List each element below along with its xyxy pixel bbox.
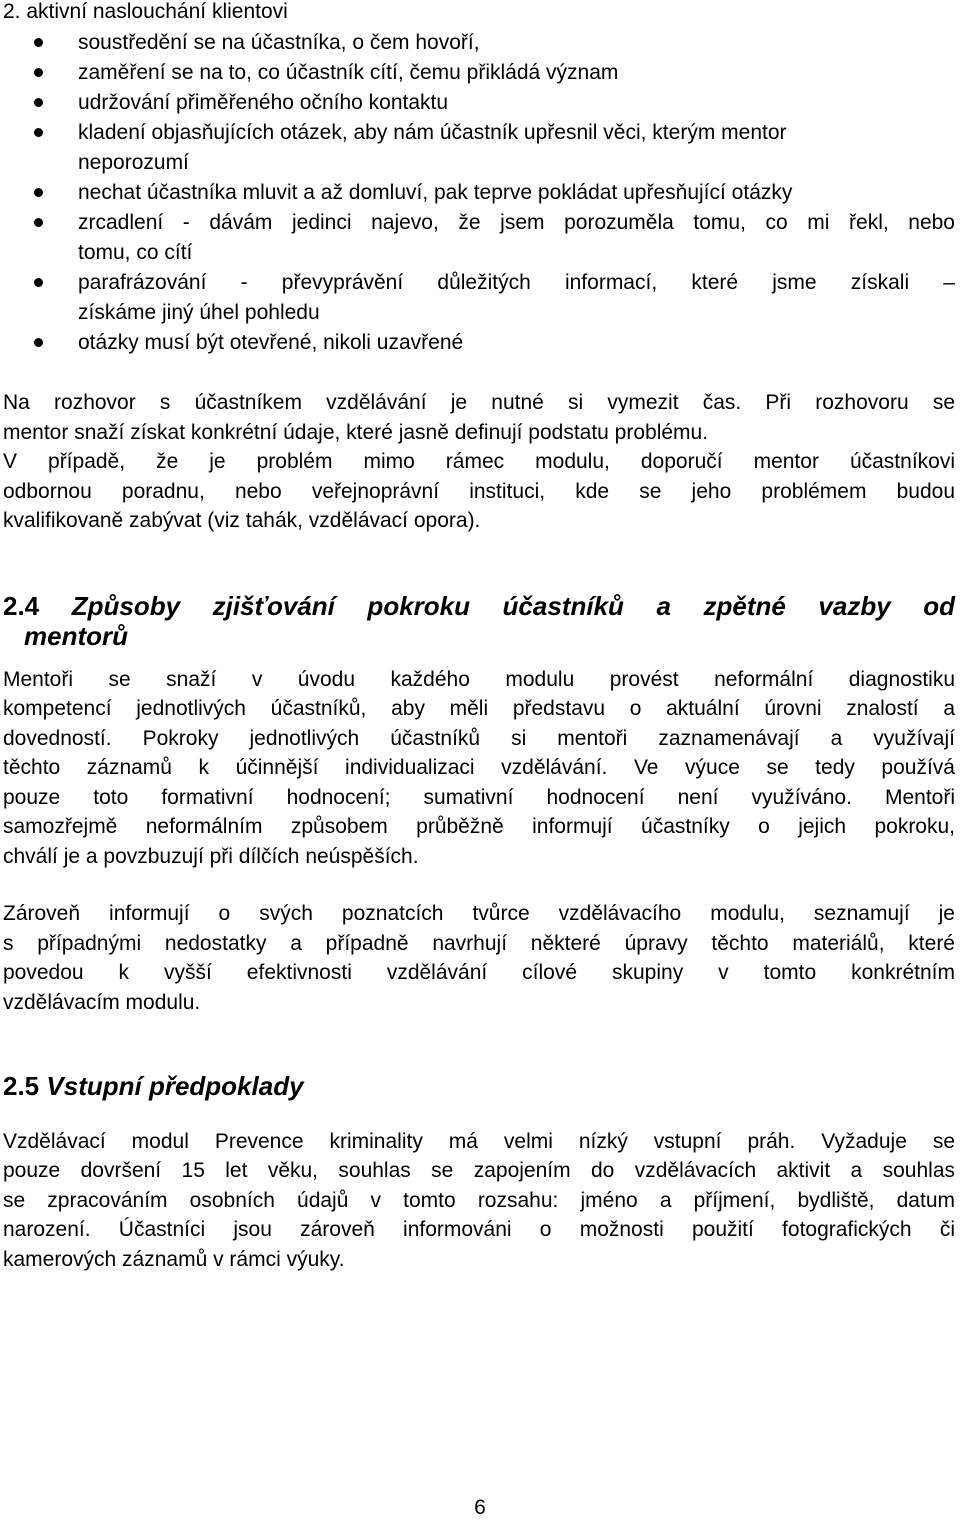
bullet-dot — [34, 278, 43, 287]
bullet-item: otázky musí být otevřené, nikoli uzavřené — [78, 331, 464, 354]
paragraph-line: pouze toto formativní hodnocení; sumativní hodnocení není využíváno. Mentoři — [3, 786, 955, 809]
bullet-dot — [34, 98, 43, 107]
page-number: 6 — [474, 1496, 486, 1519]
paragraph-line: vzdělávacím modulu. — [3, 991, 201, 1014]
paragraph-line: Mentoři se snaží v úvodu každého modulu provést neformální diagnostiku — [3, 668, 955, 691]
bullet-dot — [34, 68, 43, 77]
section-heading-continuation — [24, 621, 128, 651]
paragraph-line: kvalifikovaně zabývat (viz tahák, vzdělávací opora). — [3, 509, 481, 532]
paragraph-line: s případnými nedostatky a případně navrhují některé úpravy těchto materiálů, které — [3, 932, 955, 955]
paragraph-line: mentor snaží získat konkrétní údaje, které jasně definují podstatu problému. — [3, 421, 709, 444]
bullet-item-continuation: tomu, co cítí — [78, 241, 193, 264]
paragraph-line: pouze dovršení 15 let věku, souhlas se zapojením do vzdělávacích aktivit a souhlas — [3, 1159, 955, 1182]
bullet-dot — [34, 128, 43, 137]
bullet-item: kladení objasňujících otázek, aby nám účastník upřesnil věci, kterým mentor — [78, 121, 787, 144]
section-number: 2.4 — [3, 591, 40, 621]
paragraph-line: Na rozhovor s účastníkem vzdělávání je nutné si vymezit čas. Při rozhovoru se — [3, 391, 955, 414]
bullet-item: parafrázování - převyprávění důležitých informací, které jsme získali – — [78, 271, 955, 294]
bullet-dot — [34, 188, 43, 197]
paragraph-line: se zpracováním osobních údajů v tomto rozsahu: jméno a příjmení, bydliště, datum — [3, 1189, 955, 1212]
paragraph-line: samozřejmě neformálním způsobem průběžně informují účastníky o jejich pokroku, — [3, 815, 955, 838]
bullet-item: soustředění se na účastníka, o čem hovoří, — [78, 31, 480, 54]
section-number: 2.5 — [3, 1071, 40, 1101]
paragraph-line: chválí je a povzbuzují při dílčích neúspěších. — [3, 845, 419, 868]
section-title: Způsoby zjišťování pokroku účastníků a zpětné vazby od — [71, 591, 955, 621]
paragraph-line: Vzdělávací modul Prevence kriminality má velmi nízký vstupní práh. Vyžaduje se — [3, 1130, 955, 1153]
paragraph-line: povedou k vyšší efektivnosti vzdělávání cílové skupiny v tomto konkrétním — [3, 961, 955, 984]
bullet-dot — [34, 38, 43, 47]
bullet-item: zrcadlení - dávám jedinci najevo, že jsem porozuměla tomu, co mi řekl, nebo — [78, 211, 955, 234]
paragraph-line: kamerových záznamů v rámci výuky. — [3, 1248, 345, 1271]
paragraph-line: kompetencí jednotlivých účastníků, aby měli představu o aktuální úrovni znalostí a — [3, 697, 955, 720]
paragraph-line: V případě, že je problém mimo rámec modulu, doporučí mentor účastníkovi — [3, 450, 955, 473]
bullet-item: udržování přiměřeného očního kontaktu — [78, 91, 449, 114]
section-intro: 2. aktivní naslouchání klientovi — [3, 0, 288, 23]
paragraph-line: narození. Účastníci jsou zároveň informováni o možnosti použití fotografických či — [3, 1218, 955, 1241]
section-title: Vstupní předpoklady — [46, 1071, 304, 1101]
bullet-item: nechat účastníka mluvit a až domluví, pak teprve pokládat upřesňující otázky — [78, 181, 793, 204]
paragraph-line: těchto záznamů k účinnější individualizaci vzdělávání. Ve výuce se tedy používá — [3, 756, 955, 779]
section-title: mentorů — [24, 621, 128, 651]
paragraph-line: dovedností. Pokroky jednotlivých účastníků si mentoři zaznamenávají a využívají — [3, 727, 955, 750]
bullet-item-continuation: získáme jiný úhel pohledu — [78, 301, 320, 324]
section-heading — [3, 1071, 304, 1101]
section-heading — [3, 591, 955, 621]
bullet-dot — [34, 338, 43, 347]
bullet-item-continuation: neporozumí — [78, 151, 189, 174]
paragraph-line: odbornou poradnu, nebo veřejnoprávní instituci, kde se jeho problémem budou — [3, 480, 955, 503]
bullet-dot — [34, 218, 43, 227]
bullet-item: zaměření se na to, co účastník cítí, čemu přikládá význam — [78, 61, 619, 84]
paragraph-line: Zároveň informují o svých poznatcích tvůrce vzdělávacího modulu, seznamují je — [3, 902, 955, 925]
